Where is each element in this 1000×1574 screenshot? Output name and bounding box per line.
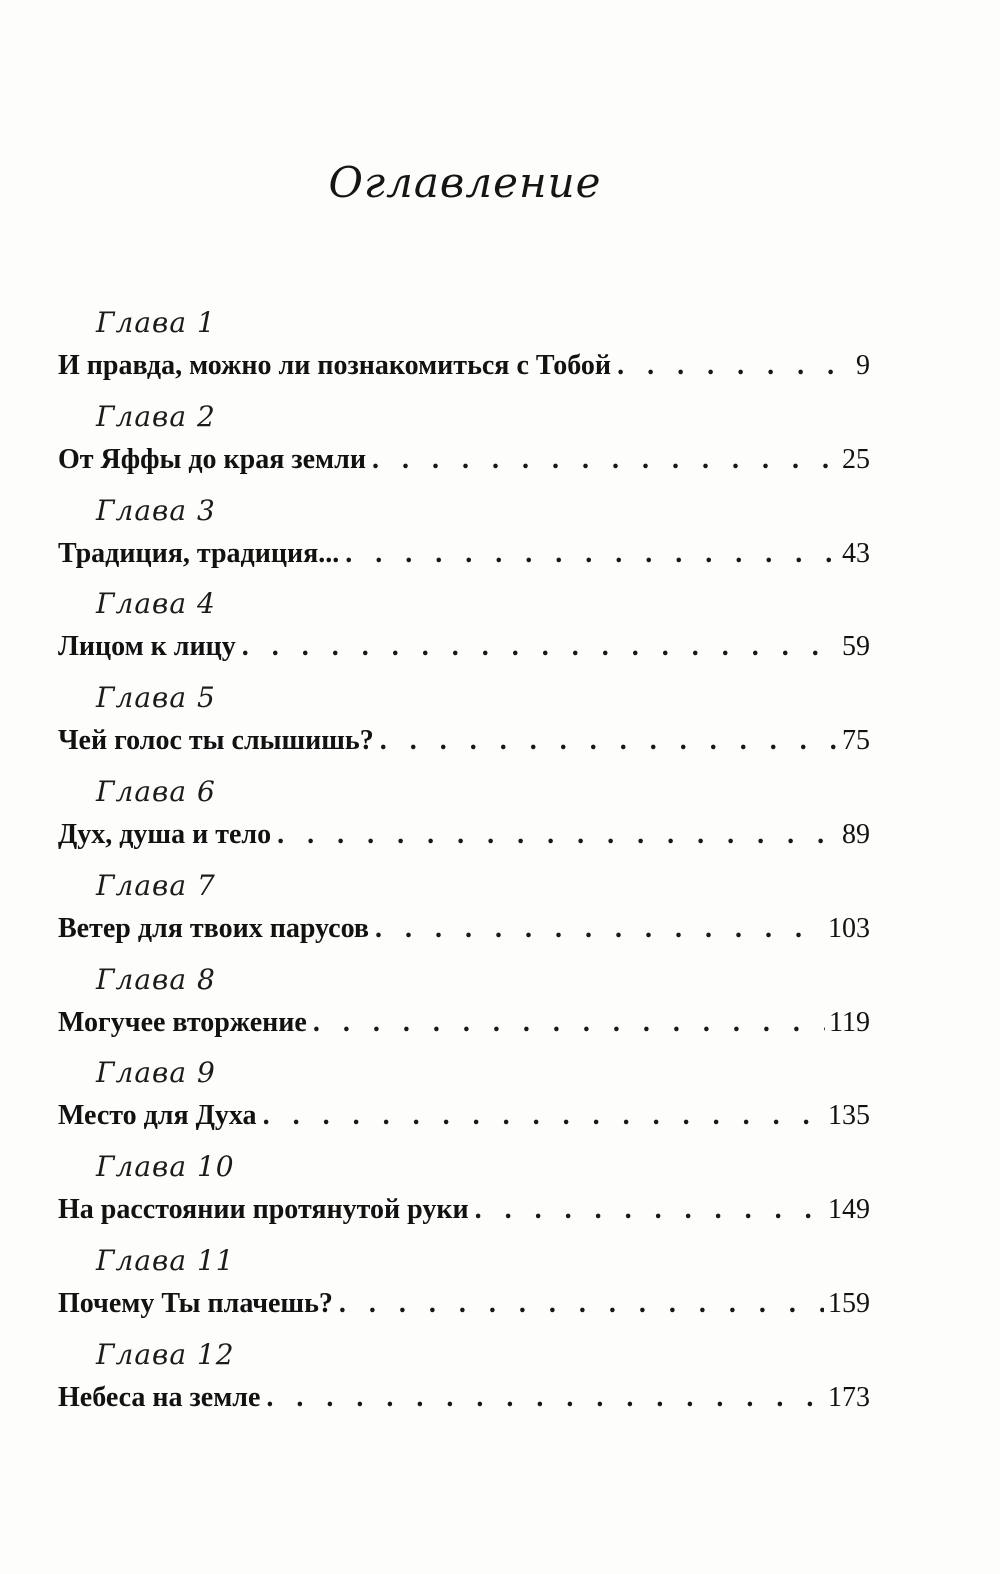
dot-leader bbox=[375, 913, 824, 945]
chapter-label: Глава 5 bbox=[96, 681, 216, 715]
page-number: 75 bbox=[842, 725, 870, 757]
toc-entry bbox=[58, 1056, 870, 1150]
chapter-title: Ветер для твоих парусов bbox=[58, 912, 370, 944]
toc-entry bbox=[58, 963, 870, 1057]
chapter-title: Почему Ты плачешь? bbox=[58, 1287, 333, 1319]
toc-entry bbox=[58, 1244, 870, 1338]
dot-leader bbox=[242, 631, 838, 663]
toc-line bbox=[58, 913, 870, 945]
page-number: 59 bbox=[842, 631, 870, 663]
chapter-title: Могучее вторжение bbox=[58, 1006, 307, 1038]
chapter-title: Традиция, традиция... bbox=[58, 537, 340, 569]
toc-line bbox=[58, 1100, 870, 1132]
toc-line bbox=[58, 444, 870, 476]
chapter-label: Глава 8 bbox=[96, 962, 216, 996]
chapter-label: Глава 11 bbox=[96, 1243, 235, 1277]
page-number: 103 bbox=[828, 912, 870, 944]
toc-entry bbox=[58, 587, 870, 681]
dot-leader bbox=[345, 538, 838, 570]
toc-line bbox=[58, 1382, 870, 1414]
toc-entry bbox=[58, 681, 870, 775]
page-number: 119 bbox=[829, 1006, 870, 1038]
page-number: 159 bbox=[828, 1287, 870, 1319]
chapter-title: Дух, душа и тело bbox=[58, 818, 272, 850]
toc-entry bbox=[58, 1150, 870, 1244]
chapter-title: На расстоянии протянутой руки bbox=[58, 1194, 469, 1226]
toc-line bbox=[58, 819, 870, 851]
toc-line bbox=[58, 1007, 870, 1039]
toc-line bbox=[58, 631, 870, 663]
chapter-title: И правда, можно ли познакомиться с Тобой bbox=[58, 350, 612, 381]
chapter-label: Глава 2 bbox=[96, 399, 216, 433]
dot-leader bbox=[372, 444, 838, 476]
chapter-label: Глава 1 bbox=[96, 306, 216, 339]
chapter-label: Глава 9 bbox=[96, 1056, 216, 1090]
page-number: 43 bbox=[842, 537, 870, 569]
chapter-title: Чей голос ты слышишь? bbox=[58, 725, 374, 757]
dot-leader bbox=[475, 1194, 824, 1226]
toc-entry bbox=[58, 494, 870, 588]
page-number: 135 bbox=[828, 1100, 870, 1132]
chapter-label: Глава 7 bbox=[96, 868, 216, 902]
dot-leader bbox=[277, 819, 838, 851]
chapter-title: Небеса на земле bbox=[58, 1381, 261, 1413]
page-number: 89 bbox=[842, 818, 870, 850]
dot-leader bbox=[380, 725, 838, 757]
chapter-label: Глава 3 bbox=[96, 493, 216, 527]
chapter-label: Глава 4 bbox=[96, 587, 216, 621]
chapter-label: Глава 10 bbox=[96, 1150, 235, 1184]
chapter-label: Глава 12 bbox=[96, 1337, 235, 1371]
page-number: 149 bbox=[828, 1194, 870, 1226]
toc-entry bbox=[58, 869, 870, 963]
chapter-label: Глава 6 bbox=[96, 774, 216, 808]
dot-leader bbox=[263, 1100, 824, 1132]
dot-leader bbox=[617, 350, 852, 382]
chapter-title: Лицом к лицу bbox=[58, 631, 236, 663]
toc-line bbox=[58, 1288, 870, 1320]
toc-line bbox=[58, 725, 870, 757]
chapter-title: Место для Духа bbox=[58, 1100, 257, 1132]
toc-entry bbox=[58, 306, 870, 400]
page-number: 173 bbox=[828, 1381, 870, 1413]
page-number: 25 bbox=[842, 443, 870, 475]
toc-entry bbox=[58, 775, 870, 869]
page-number: 9 bbox=[856, 350, 870, 381]
table-of-contents bbox=[58, 306, 870, 1432]
dot-leader bbox=[339, 1288, 824, 1320]
toc-line bbox=[58, 538, 870, 570]
toc-entry bbox=[58, 400, 870, 494]
dot-leader bbox=[313, 1007, 825, 1039]
toc-entry bbox=[58, 1338, 870, 1432]
dot-leader bbox=[266, 1382, 824, 1414]
page-title: Оглавление bbox=[328, 158, 602, 207]
toc-line bbox=[58, 350, 870, 382]
chapter-title: От Яффы до края земли bbox=[58, 443, 366, 475]
toc-line bbox=[58, 1194, 870, 1226]
